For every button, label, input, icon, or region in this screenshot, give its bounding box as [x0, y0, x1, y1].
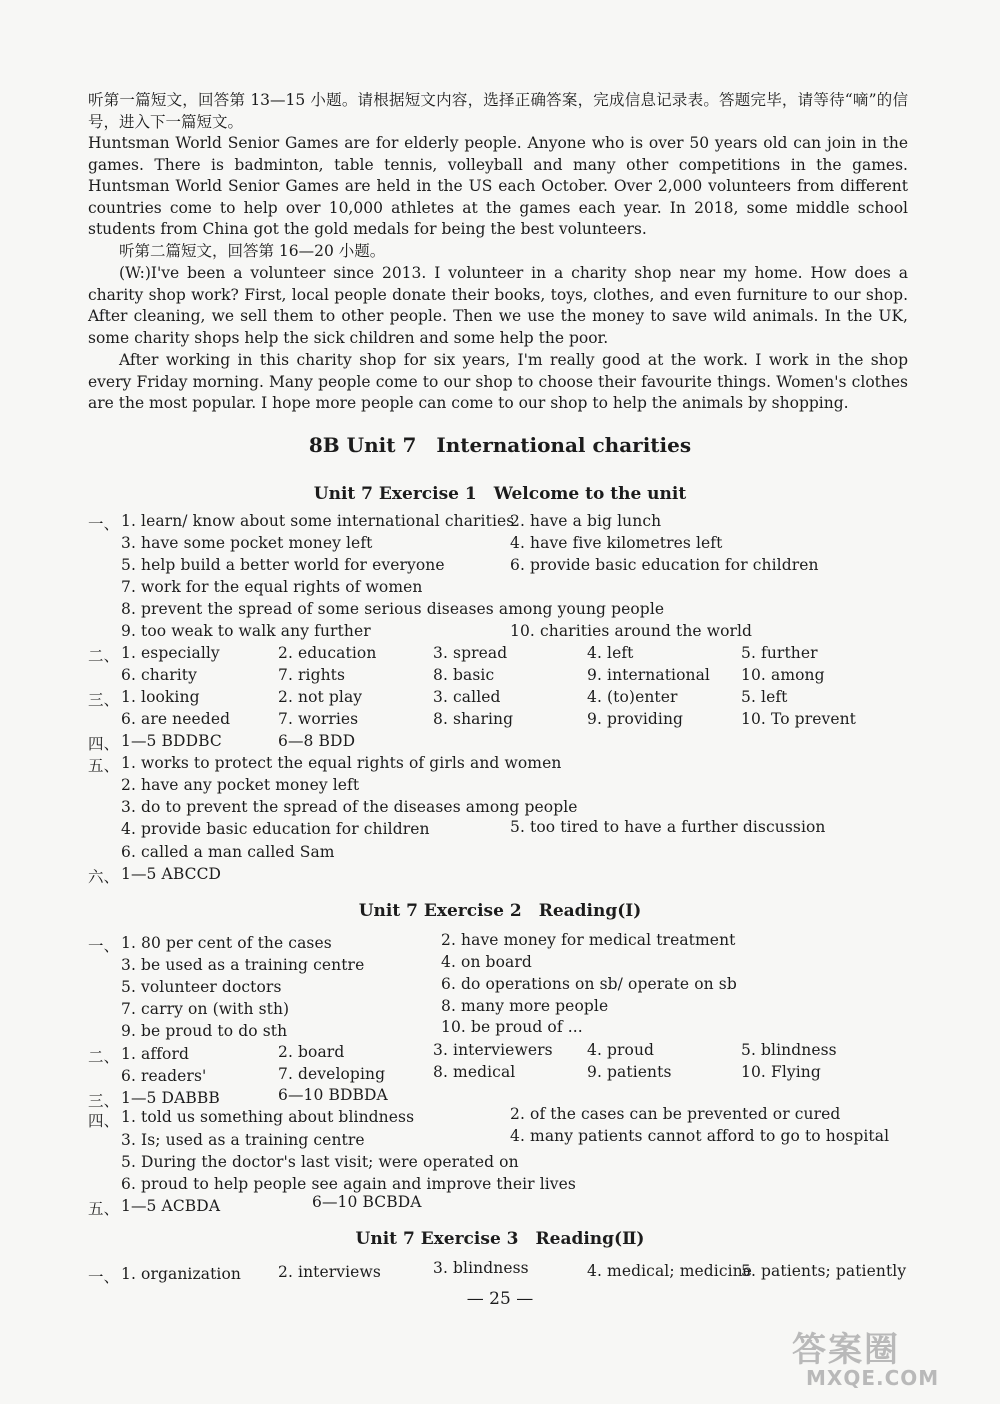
- answer-item: 6. provide basic education for children: [510, 556, 819, 574]
- answer-item: 1. told us something about blindness: [121, 1108, 415, 1126]
- answer-item: 6. proud to help people see again and improve their lives: [121, 1175, 576, 1193]
- watermark-text: 答案圈: [792, 1330, 900, 1370]
- answer-item: 1—5 ACBDA: [121, 1197, 221, 1215]
- answer-item: 9. providing: [587, 710, 684, 728]
- answer-item: 1. looking: [121, 688, 200, 706]
- answer-item: 5. left: [741, 688, 788, 706]
- unit-title: 8B Unit 7 International charities: [308, 433, 692, 457]
- answer-item: 1—5 ABCCD: [121, 865, 222, 883]
- answer-item: 8. prevent the spread of some serious diseases among young people: [121, 600, 665, 618]
- answer-item: 8. many more people: [441, 997, 609, 1015]
- answer-item: 2. have a big lunch: [510, 512, 662, 530]
- section-mark: 四、: [88, 735, 120, 753]
- answer-item: 3. interviewers: [433, 1041, 553, 1059]
- page-number: — 25 —: [466, 1289, 534, 1309]
- answer-item: 8. medical: [433, 1063, 516, 1081]
- answer-item: 4. left: [587, 644, 634, 662]
- answer-item: 3. Is; used as a training centre: [121, 1131, 365, 1149]
- answer-item: 10. To prevent: [741, 710, 857, 728]
- answer-item: 6. charity: [121, 666, 197, 684]
- answer-item: 1. afford: [121, 1045, 189, 1063]
- answer-item: 6. do operations on sb/ operate on sb: [441, 975, 737, 993]
- watermark-url: MXQE.COM: [806, 1366, 940, 1390]
- answer-item: 2. education: [278, 644, 377, 662]
- answer-item: 5. volunteer doctors: [121, 978, 282, 996]
- section-mark: 一、: [88, 515, 120, 533]
- answer-item: 8. basic: [433, 666, 495, 684]
- answer-item: 3. have some pocket money left: [121, 534, 373, 552]
- answer-item: 1. 80 per cent of the cases: [121, 934, 332, 952]
- answer-item: 2. interviews: [278, 1263, 381, 1281]
- answer-item: 10. charities around the world: [510, 622, 753, 640]
- answer-item: 6. called a man called Sam: [121, 843, 335, 861]
- answer-item: 6—10 BCBDA: [312, 1193, 422, 1211]
- answer-item: 4. proud: [587, 1041, 655, 1059]
- answer-item: 6—10 BDBDA: [278, 1086, 388, 1104]
- answer-item: 3. spread: [433, 644, 508, 662]
- section-mark: 四、: [88, 1112, 120, 1130]
- answer-item: 1. organization: [121, 1265, 241, 1283]
- answer-item: 1. works to protect the equal rights of girls and women: [121, 754, 562, 772]
- answer-item: 5. patients; patiently: [741, 1262, 907, 1280]
- answer-item: 3. be used as a training centre: [121, 956, 365, 974]
- answer-item: 6. are needed: [121, 710, 231, 728]
- answer-item: 7. work for the equal rights of women: [121, 578, 423, 596]
- exercise-2-title: Unit 7 Exercise 2 Reading(Ⅰ): [358, 901, 642, 921]
- listening-passage-2b: After working in this charity shop for six years, I'm really good at the work. I work in the shop every Friday morning. Many people come to our shop to choose their favourite things. Women's clothes are the most popular. I hope more people can come to our shop to help the animals by shopping.: [88, 351, 908, 413]
- answer-item: 3. blindness: [433, 1259, 529, 1277]
- answer-item: 4. many patients cannot afford to go to hospital: [510, 1127, 890, 1145]
- section-mark: 六、: [88, 868, 120, 886]
- listening-passage-1: Huntsman World Senior Games are for elderly people. Anyone who is over 50 years old can join in the games. There is badminton, table tennis, volleyball and many other competitions in the games. Huntsman World Senior Games are held in the US each October. Over 2,000 volunteers from different countries come to help over 10,000 athletes at the games each year. In 2018, some middle school students from China got the gold medals for being the best volunteers.: [88, 134, 908, 239]
- listening-intro-1: 听第一篇短文，回答第 13—15 小题。请根据短文内容，选择正确答案，完成信息记录表。答题完毕，请等待“嘀”的信号，进入下一篇短文。: [88, 91, 908, 131]
- answer-item: 6—8 BDD: [278, 732, 356, 750]
- answer-item: 10. Flying: [741, 1063, 821, 1081]
- listening-passage-2a: (W:)I've been a volunteer since 2013. I volunteer in a charity shop near my home. How does a charity shop work? First, local people donate their books, toys, clothes, and even furniture to our shop. After cleaning, we sell them to other people. Then we use the money to save wild animals. In the UK, some charity shops help the sick children and some help the poor.: [88, 264, 908, 347]
- answer-item: 4. provide basic education for children: [121, 820, 430, 838]
- answer-item: 7. carry on (with sth): [121, 1000, 290, 1018]
- answer-item: 2. of the cases can be prevented or cured: [510, 1105, 841, 1123]
- answer-item: 6. readers': [121, 1067, 207, 1085]
- answer-item: 2. not play: [278, 688, 363, 706]
- answer-item: 4. (to)enter: [587, 688, 678, 706]
- answer-item: 4. on board: [441, 953, 532, 971]
- exercise-1-title: Unit 7 Exercise 1 Welcome to the unit: [313, 484, 687, 504]
- answer-item: 9. be proud to do sth: [121, 1022, 288, 1040]
- answer-item: 2. have money for medical treatment: [441, 931, 736, 949]
- answer-item: 7. worries: [278, 710, 359, 728]
- answer-item: 10. among: [741, 666, 825, 684]
- listening-intro-2: 听第二篇短文，回答第 16—20 小题。: [119, 242, 386, 260]
- answer-item: 7. rights: [278, 666, 346, 684]
- answer-item: 2. board: [278, 1043, 345, 1061]
- answer-item: 5. During the doctor's last visit; were operated on: [121, 1153, 519, 1171]
- answer-item: 10. be proud of ...: [441, 1018, 583, 1036]
- answer-item: 8. sharing: [433, 710, 514, 728]
- answer-item: 1. learn/ know about some international charities: [121, 512, 515, 530]
- answer-item: 4. have five kilometres left: [510, 534, 723, 552]
- answer-item: 1—5 BDDBC: [121, 732, 222, 750]
- watermark-logo: [792, 1320, 982, 1392]
- section-mark: 五、: [88, 757, 120, 775]
- answer-item: 4. medical; medicine: [587, 1262, 753, 1280]
- answer-item: 5. help build a better world for everyone: [121, 556, 445, 574]
- answer-item: 5. further: [741, 644, 818, 662]
- answer-item: 1. especially: [121, 644, 220, 662]
- section-mark: 二、: [88, 1048, 120, 1066]
- answer-item: 1—5 DABBB: [121, 1089, 220, 1107]
- exercise-3-title: Unit 7 Exercise 3 Reading(Ⅱ): [355, 1229, 645, 1249]
- answer-item: 9. international: [587, 666, 710, 684]
- answer-item: 9. patients: [587, 1063, 672, 1081]
- section-mark: 一、: [88, 937, 120, 955]
- section-mark: 三、: [88, 1092, 120, 1110]
- answer-item: 5. blindness: [741, 1041, 837, 1059]
- answer-item: 5. too tired to have a further discussion: [510, 818, 826, 836]
- section-mark: 五、: [88, 1200, 120, 1218]
- answer-item: 3. do to prevent the spread of the diseases among people: [121, 798, 578, 816]
- answer-item: 7. developing: [278, 1065, 386, 1083]
- answer-item: 9. too weak to walk any further: [121, 622, 371, 640]
- answer-item: 2. have any pocket money left: [121, 776, 360, 794]
- section-mark: 二、: [88, 647, 120, 665]
- answer-item: 3. called: [433, 688, 501, 706]
- section-mark: 三、: [88, 691, 120, 709]
- section-mark: 一、: [88, 1268, 120, 1286]
